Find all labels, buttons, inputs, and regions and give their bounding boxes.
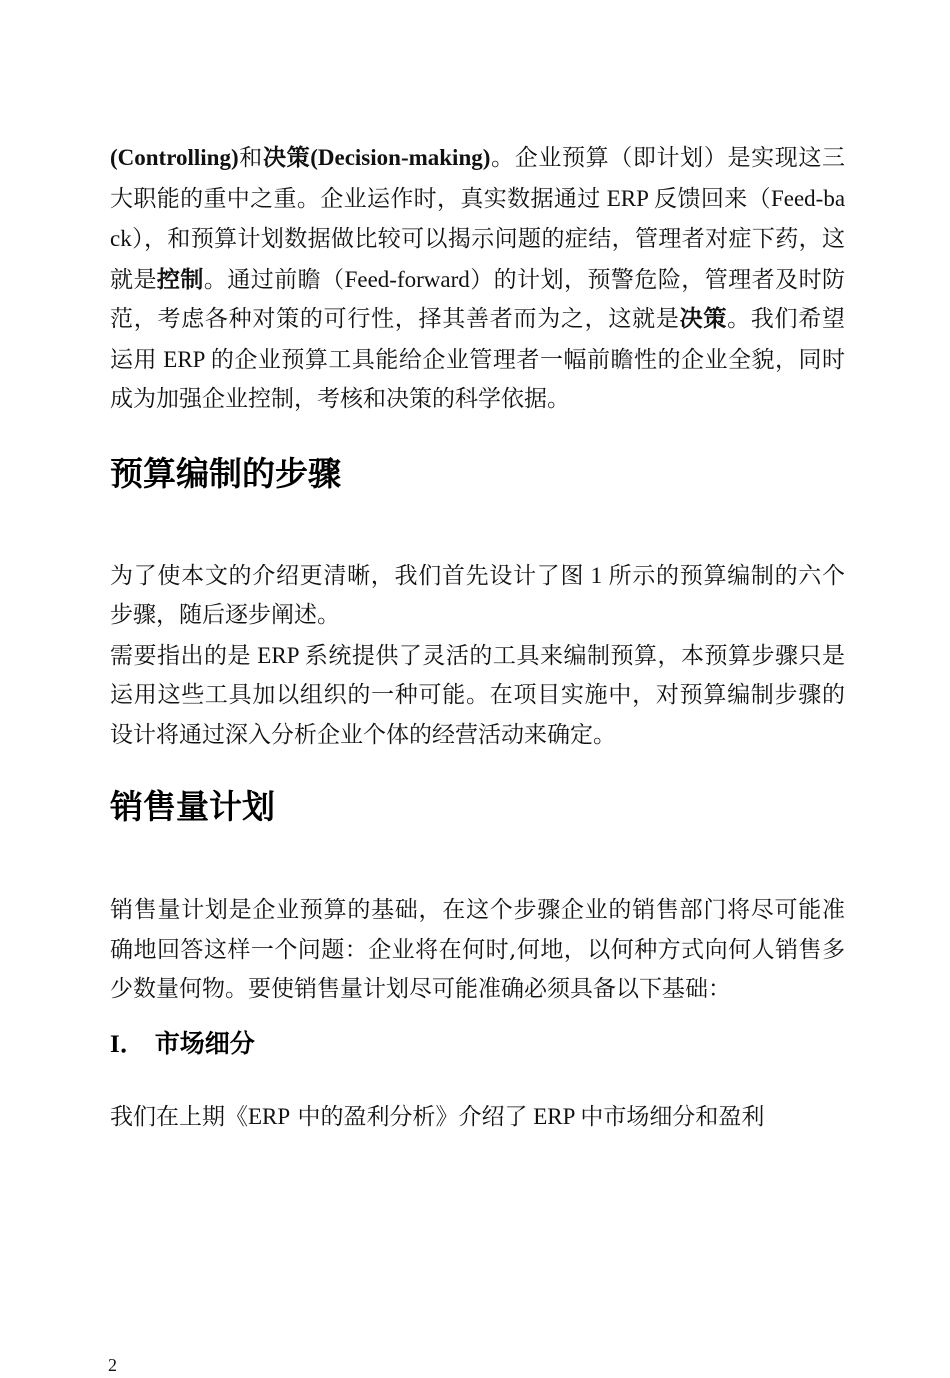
page-number: 2 [108, 1355, 117, 1375]
intro-control-term: 控制 [156, 266, 204, 293]
intro-decision-making-term: (Decision-making) [310, 145, 491, 170]
intro-text: 。企业预算（即计划）是实现这三大职能的重中之重。企业运作时，真实数据通过 [110, 145, 846, 212]
intro-controlling-term: (Controlling) [110, 145, 239, 170]
paragraph-text: 我们在上期《 [110, 1103, 248, 1130]
paragraph-text: 需要指出的是 [110, 642, 252, 669]
sales-plan-paragraph-2 [110, 1097, 845, 1138]
intro-decision-term: 决策 [262, 145, 311, 171]
subsection-number: I． [110, 1030, 145, 1058]
intro-text: 。我们希望运用 [110, 306, 846, 373]
intro-feedforward-term: Feed-forward [344, 266, 470, 292]
intro-text: 。通过前瞻（ [203, 266, 345, 293]
erp-term: ERP [251, 642, 305, 668]
paragraph-text: 系统提供了灵活的工具来编制预算，本预算步骤只是运用这些工具加以组织的一种可能。在项目实施中，对预算编制步骤的设计将通过深入分析企业个体的经营活动来确定。 [110, 642, 846, 748]
intro-erp-term: ERP [600, 185, 655, 211]
section-heading-sales-plan: 销售量计划 [110, 787, 275, 826]
intro-feedback-term: Feed-back [110, 185, 846, 251]
budget-steps-paragraph-2 [110, 636, 845, 756]
paragraph-text: 为了使本文的介绍更清晰，我们首先设计了图 [110, 562, 585, 589]
intro-decision-term-2: 决策 [679, 306, 728, 332]
intro-text: 反馈回来（ [654, 185, 771, 212]
intro-erp-term: ERP [157, 346, 211, 372]
intro-text: 的企业预算工具能给企业管理者一幅前瞻性的企业全貌，同时成为加强企业控制，考核和决策的科学依据。 [110, 346, 846, 412]
intro-text: ）的计划，预警危险，管理者及时防范，考虑各种对策的可行性，择其善者而为之，这就是 [110, 266, 846, 332]
intro-text: ），和预算计划数据做比较可以揭示问题的症结，管理者对症下药，这就是 [110, 226, 845, 293]
paragraph-text: 中的盈利分析》介绍了 [290, 1103, 528, 1130]
intro-paragraph [110, 138, 845, 420]
document-page [110, 138, 845, 1137]
figure-number: 1 [584, 562, 609, 588]
sales-plan-paragraph-1: 销售量计划是企业预算的基础，在这个步骤企业的销售部门将尽可能准确地回答这样一个问题：企业将在何时,何地，以何种方式向何人销售多少数量何物。要使销售量计划尽可能准确必须具备以下基础： [110, 897, 845, 1002]
intro-text: 和 [238, 145, 263, 171]
paragraph-text: 中市场细分和盈利 [580, 1103, 765, 1130]
erp-term: ERP [527, 1103, 581, 1129]
paragraph-text: 所示的预算编制的六个步骤，随后逐步阐述。 [110, 562, 846, 628]
budget-steps-paragraph-1 [110, 556, 845, 636]
erp-term: ERP [248, 1103, 291, 1129]
section-heading-budget-steps: 预算编制的步骤 [110, 453, 341, 493]
subsection-title: 市场细分 [154, 1028, 255, 1058]
subsection-heading-market-segmentation [110, 1026, 845, 1063]
